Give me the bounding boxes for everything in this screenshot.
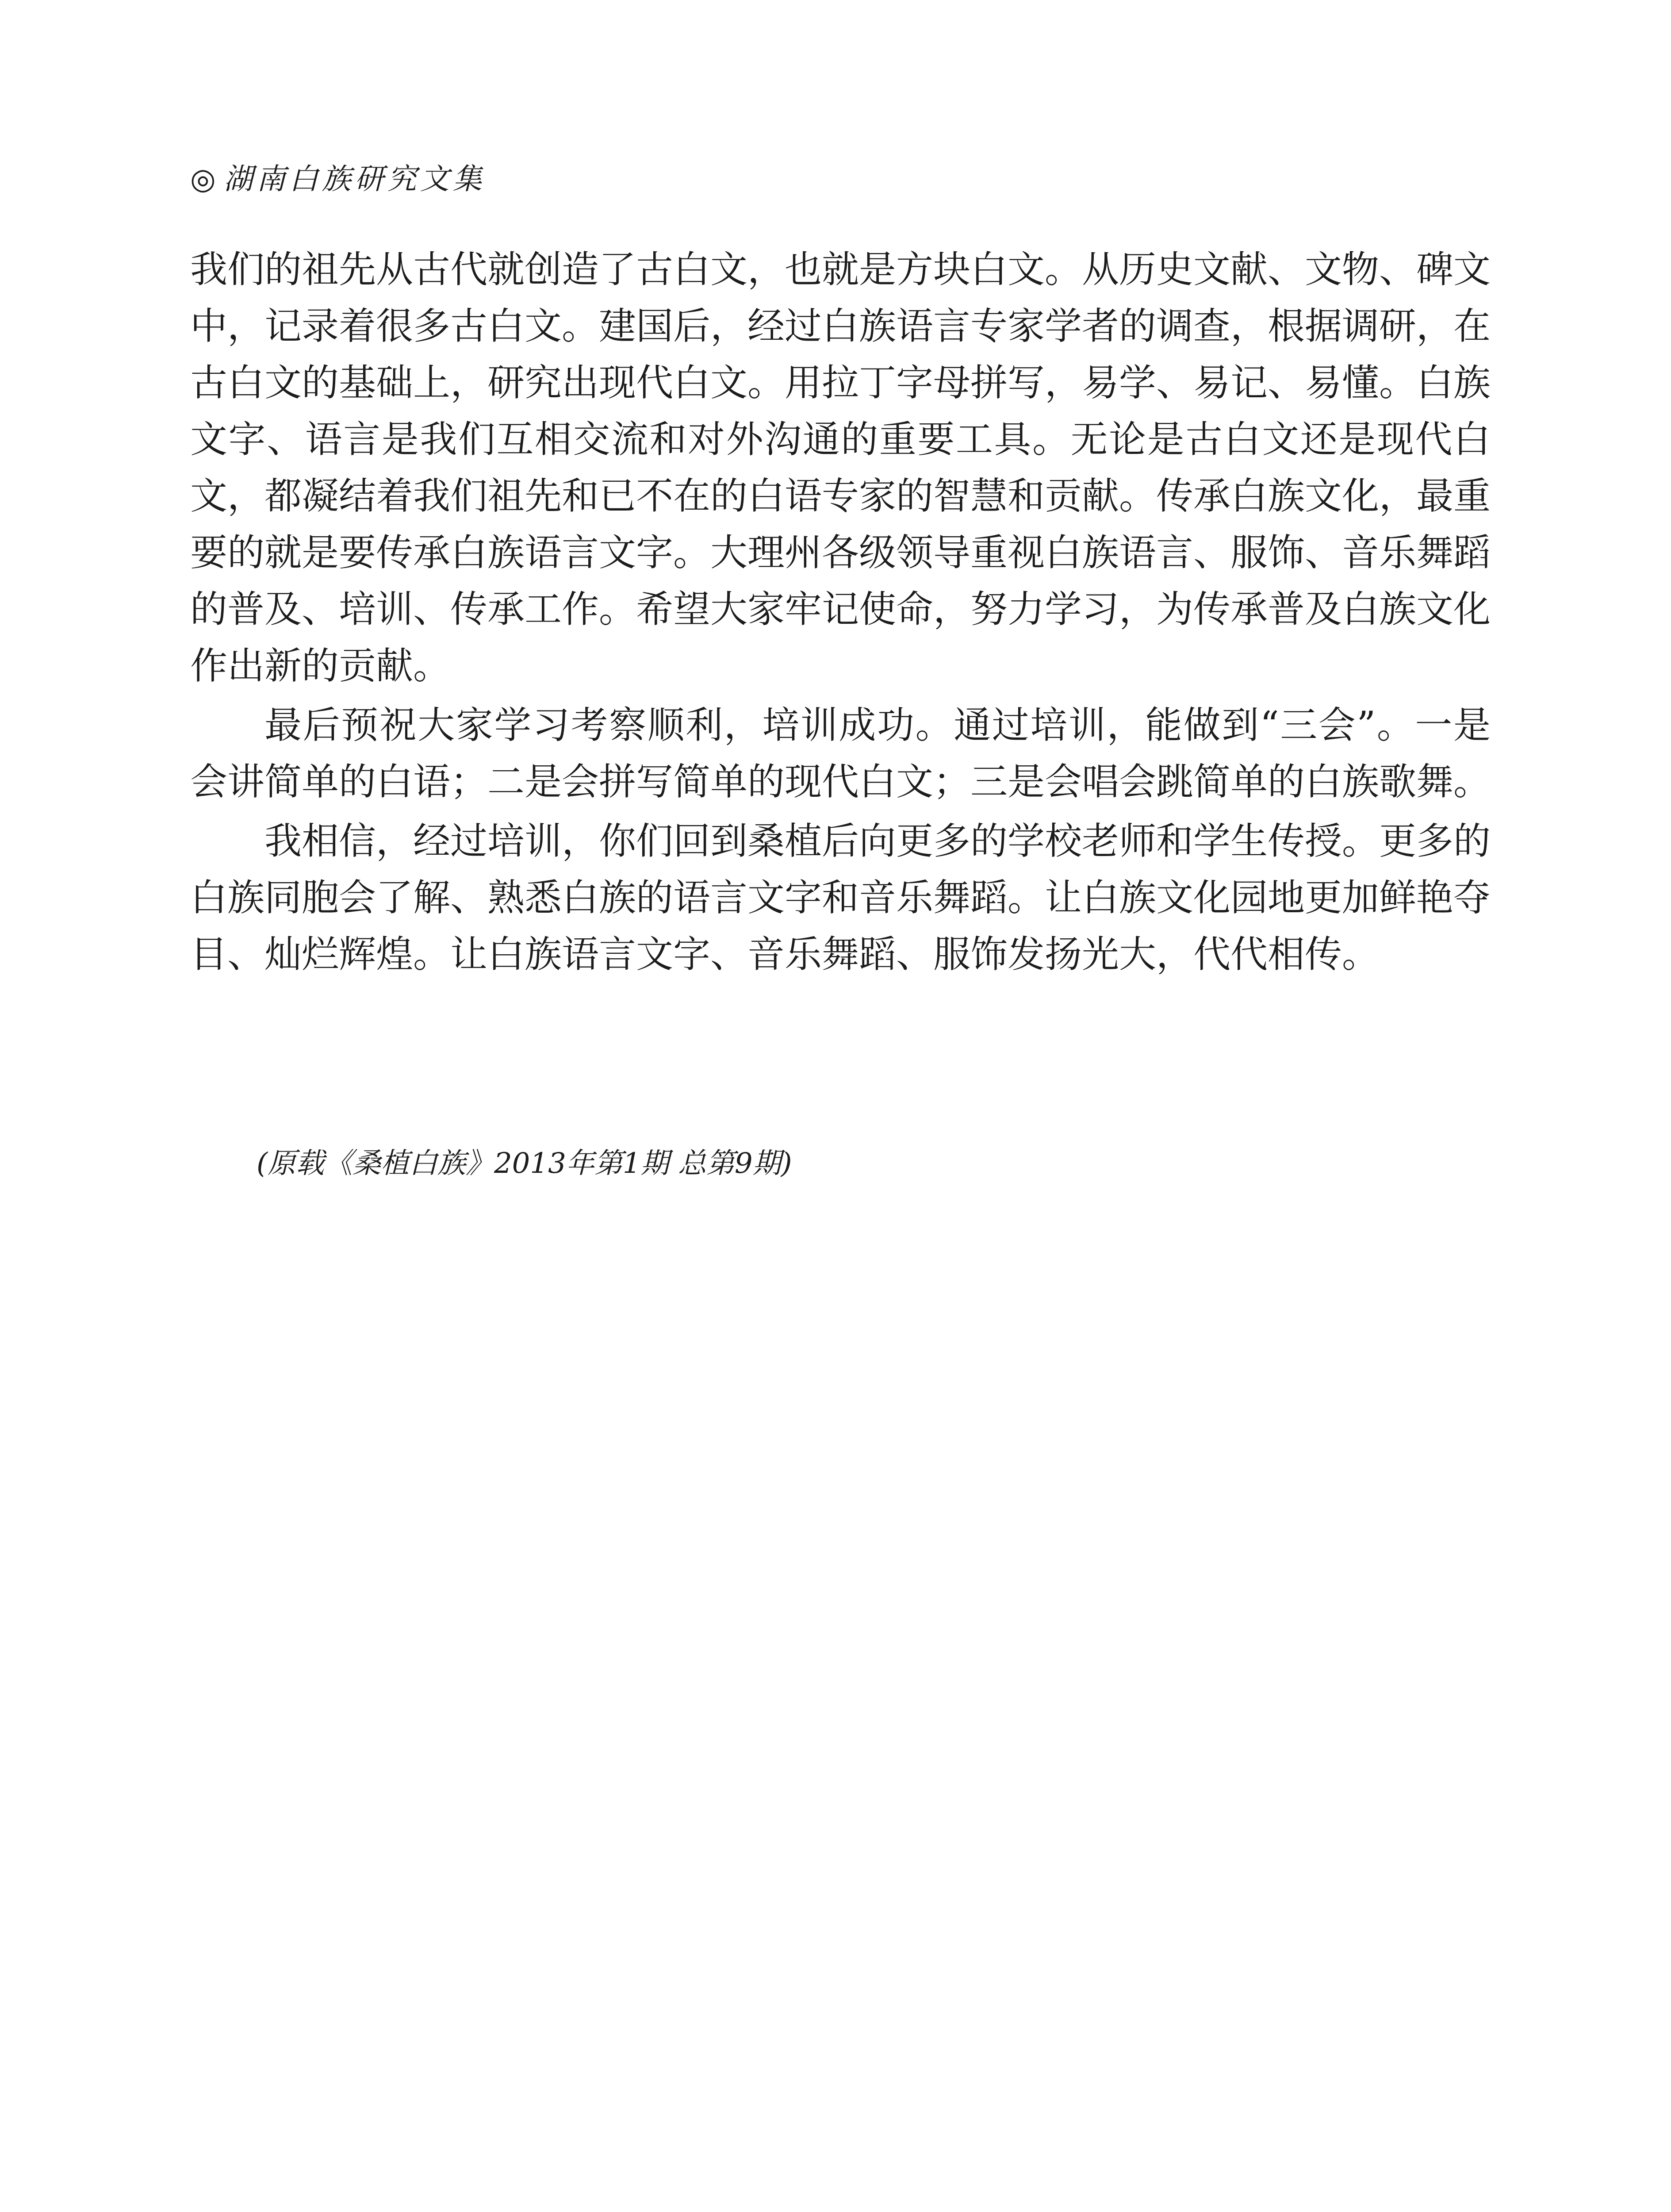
source-note: (原载《桑植白族》2013年第1期 总第9期)	[257, 1147, 792, 1180]
paragraph-2: 最后预祝大家学习考察顺利，培训成功。通过培训，能做到“三会”。一是会讲简单的白语；二是会拼写简单的现代白文；三是会唱会跳简单的白族歌舞。	[190, 703, 1491, 803]
circle-mark-icon: ◎	[190, 162, 219, 196]
paragraph-3: 我相信，经过培训，你们回到桑植后向更多的学校老师和学生传授。更多的白族同胞会了解、熟悉白族的语言文字和音乐舞蹈。让白族文化园地更加鲜艳夺目、灿烂辉煌。让白族语言文字、音乐舞蹈、服饰发扬光大，代代相传。	[190, 819, 1491, 976]
book-title: 湖南白族研究文集	[223, 162, 486, 196]
paragraph-1: 我们的祖先从古代就创造了古白文，也就是方块白文。从历史文献、文物、碑文中，记录着很多古白文。建国后，经过白族语言专家学者的调查，根据调研，在古白文的基础上，研究出现代白文。用拉丁字母拼写，易学、易记、易懂。白族文字、语言是我们互相交流和对外沟通的重要工具。无论是古白文还是现代白文，都凝结着我们祖先和已不在的白语专家的智慧和贡献。传承白族文化，最重要的就是要传承白族语言文字。大理州各级领导重视白族语言、服饰、音乐舞蹈的普及、培训、传承工作。希望大家牢记使命，努力学习，为传承普及白族文化作出新的贡献。	[190, 248, 1491, 687]
article-body	[190, 241, 1491, 985]
running-header	[190, 159, 486, 199]
